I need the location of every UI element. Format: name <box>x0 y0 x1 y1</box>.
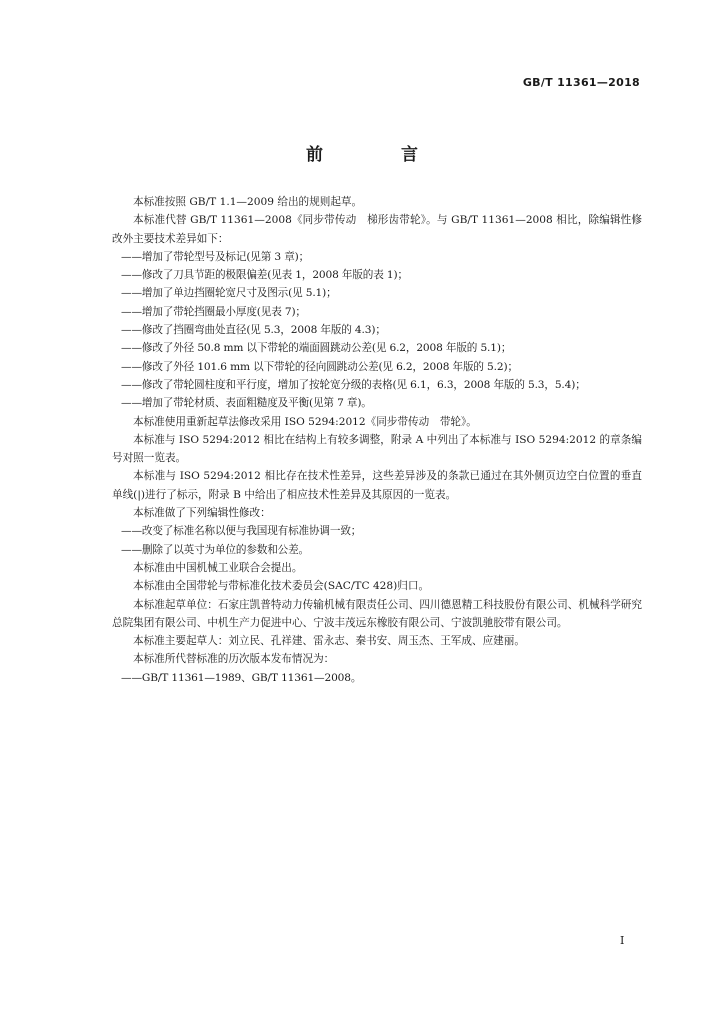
paragraph-proposer: 本标准由中国机械工业联合会提出。 <box>133 561 303 574</box>
list-item: ——增加了单边挡圈轮宽尺寸及图示(见 5.1)； <box>121 287 337 300</box>
page-title: 前 言 <box>306 145 454 165</box>
list-item: ——修改了外径 101.6 mm 以下带轮的径向圆跳动公差(见 6.2，2008 年版的 5.2)； <box>121 360 518 373</box>
paragraph-history-intro: 本标准所代替标准的历次版本发布情况为： <box>133 653 335 666</box>
paragraph-committee: 本标准由全国带轮与带标准化技术委员会(SAC/TC 428)归口。 <box>133 580 430 593</box>
standard-id: GB/T 11361—2018 <box>522 76 640 89</box>
paragraph-technical-differences: 本标准与 ISO 5294:2012 相比存在技术性差异，这些差异涉及的条款已通过在其外侧页边空白位置的垂直单线(|)进行了标示，附录 B 中给出了相应技术性差异及其原因的一览表。 <box>112 470 642 501</box>
list-item: ——修改了挡圈弯曲处直径(见 5.3，2008 年版的 4.3)； <box>121 324 386 337</box>
list-item: ——增加了带轮挡圈最小厚度(见表 7)； <box>121 305 306 318</box>
list-item: ——修改了刀具节距的极限偏差(见表 1，2008 年版的表 1)； <box>121 269 408 282</box>
paragraph-drafters: 本标准主要起草人：刘立民、孔祥建、雷永志、秦书安、周玉杰、王军成、应建丽。 <box>133 635 525 648</box>
paragraph-drafting-units: 本标准起草单位：石家庄凯普特动力传输机械有限责任公司、四川德恩精工科技股份有限公司、机械科学研究总院集团有限公司、中机生产力促进中心、宁波丰茂远东橡胶有限公司、宁波凯驰胶带有限公司。 <box>112 598 642 629</box>
list-item: ——修改了带轮圆柱度和平行度，增加了按轮宽分级的表格(见 6.1，6.3，2008 年版的 5.3，5.4)； <box>121 378 586 391</box>
foreword-body <box>112 193 642 687</box>
paragraph-drafting-rules: 本标准按照 GB/T 1.1—2009 给出的规则起草。 <box>133 196 363 208</box>
list-item: ——GB/T 11361—1989、GB/T 11361—2008。 <box>121 671 362 684</box>
list-item: ——删除了以英寸为单位的参数和公差。 <box>121 543 309 556</box>
paragraph-structure: 本标准与 ISO 5294:2012 相比在结构上有较多调整，附录 A 中列出了本标准与 ISO 5294:2012 的章条编号对照一览表。 <box>112 433 642 465</box>
page-number: I <box>620 934 625 947</box>
list-item: ——增加了带轮型号及标记(见第 3 章)； <box>121 250 310 263</box>
paragraph-adoption: 本标准使用重新起草法修改采用 ISO 5294:2012《同步带传动 带轮》。 <box>133 415 477 428</box>
paragraph-editorial-intro: 本标准做了下列编辑性修改： <box>133 507 271 520</box>
list-item: ——改变了标准名称以便与我国现有标准协调一致； <box>121 525 362 538</box>
list-item: ——修改了外径 50.8 mm 以下带轮的端面圆跳动公差(见 6.2，2008 年版的 5.1)； <box>121 342 512 355</box>
list-item: ——增加了带轮材质、表面粗糙度及平衡(见第 7 章)。 <box>121 397 372 410</box>
paragraph-replacement: 本标准代替 GB/T 11361—2008《同步带传动 梯形齿带轮》。与 GB/T 11361—2008 相比，除编辑性修改外主要技术差异如下： <box>112 214 642 245</box>
